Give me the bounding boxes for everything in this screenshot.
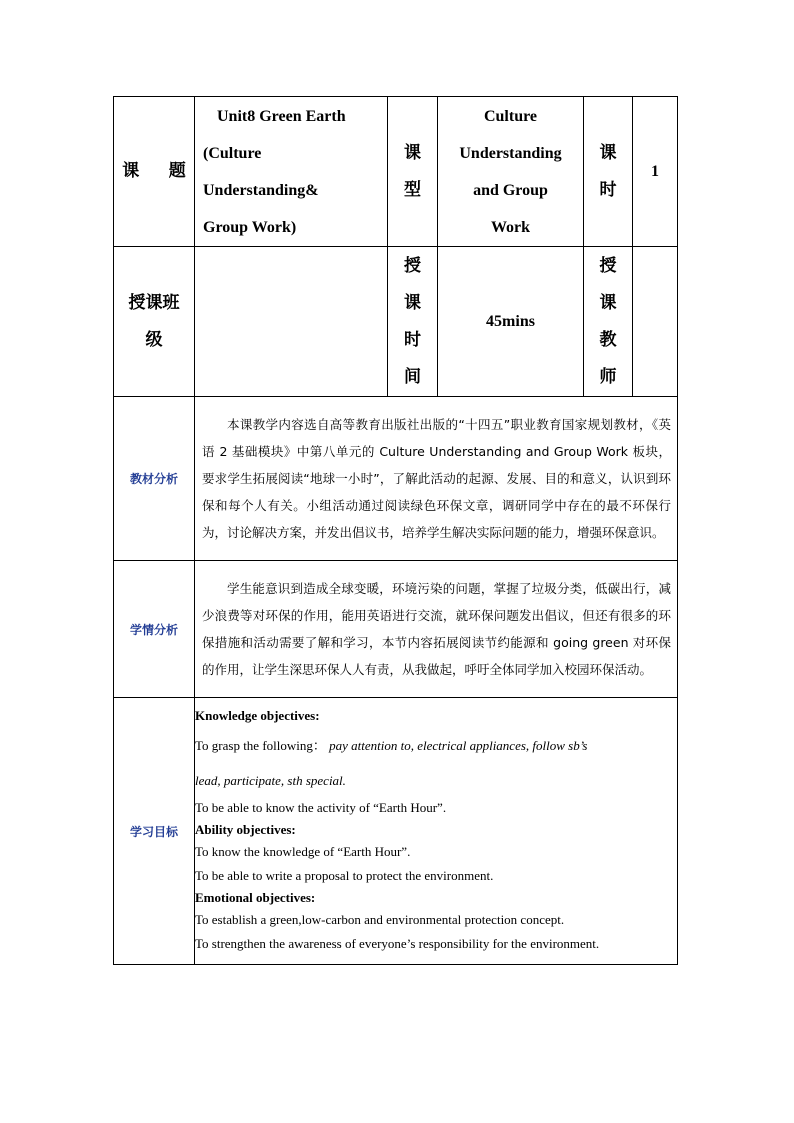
time-label-cell	[388, 247, 438, 397]
emotional-heading: Emotional objectives:	[195, 890, 316, 905]
type-value-cell	[438, 97, 584, 247]
teacher-label-char-3: 教	[599, 329, 617, 350]
topic-label-cell	[114, 97, 195, 247]
type-line-4: Work	[490, 218, 531, 236]
textbook-analysis-label: 教材分析	[114, 397, 195, 561]
type-line-1: Culture	[483, 107, 538, 125]
header-row	[114, 97, 678, 247]
time-label-char-3: 时	[404, 329, 421, 350]
ability-heading: Ability objectives:	[195, 822, 296, 837]
lesson-plan-table	[113, 96, 678, 965]
hours-value: 1	[651, 163, 659, 180]
topic-line-3: Understanding&	[203, 181, 319, 199]
teacher-label-char-2: 课	[599, 292, 617, 313]
objectives-label: 学习目标	[114, 698, 195, 965]
topic-value-cell	[195, 97, 388, 247]
learner-analysis-cell	[195, 561, 678, 698]
type-label-char-2: 型	[404, 179, 421, 200]
class-row	[114, 247, 678, 397]
topic-label-char-1: 课	[122, 161, 140, 181]
type-line-3: and Group	[473, 181, 548, 199]
time-label-char-1: 授	[404, 255, 421, 276]
learner-analysis-text: 学生能意识到造成全球变暖，环境污染的问题，掌握了垃圾分类，低碳出行，减少浪费等对环保的作用，能用英语进行交流，就环保问题发出倡议，但还有很多的环保措施和活动需要了解和学习，本节内容拓展阅读节约能源和 going green 对环保的作用，让学生深思环保人人有责，从我做起，呼吁全体同学加入校园环保活动。	[202, 581, 671, 677]
teacher-label-cell	[584, 247, 633, 397]
objectives-row	[114, 698, 678, 965]
time-label-char-2: 课	[404, 292, 421, 313]
topic-label-char-2: 题	[168, 161, 186, 181]
type-line-2: Understanding	[459, 144, 562, 162]
textbook-analysis-cell	[195, 397, 678, 561]
class-value-cell	[195, 247, 388, 397]
knowledge-heading: Knowledge objectives:	[195, 708, 320, 723]
ability-line-2: To be able to write a proposal to protect the environment.	[195, 868, 494, 883]
time-value: 45mins	[486, 313, 535, 330]
hours-label-cell	[584, 97, 633, 247]
hours-label-char-2: 时	[599, 179, 617, 200]
grasp-line	[195, 732, 677, 760]
objectives-cell	[195, 698, 678, 965]
hours-value-cell	[633, 97, 678, 247]
topic-line-1: Unit8 Green Earth	[217, 107, 346, 125]
time-value-cell	[438, 247, 584, 397]
grasp-items-2: lead, participate, sth special.	[195, 773, 346, 788]
time-label-char-4: 间	[404, 366, 421, 387]
class-label-line-2: 级	[145, 329, 163, 350]
textbook-analysis-text: 本课教学内容选自高等教育出版社出版的“十四五”职业教育国家规划教材，《英语 2 基础模块》中第八单元的 Culture Understanding and Group Work 板块，要求学生拓展阅读“地球一小时”，了解此活动的起源、发展、目的和意义，认识到环保和每个人有关。小组活动通过阅读绿色环保文章，调研同学中存在的最不环保行为，讨论解决方案，并发出倡议书，培养学生解决实际问题的能力，增强环保意识。	[202, 417, 671, 540]
learner-analysis-label: 学情分析	[114, 561, 195, 698]
grasp-prefix: To grasp the following：	[195, 738, 326, 753]
ability-line-1: To know the knowledge of “Earth Hour”.	[195, 844, 411, 859]
type-label-cell	[388, 97, 438, 247]
class-label-line-1: 授课班	[128, 292, 180, 313]
grasp-items-1: pay attention to, electrical appliances, follow sb’s	[329, 738, 588, 753]
knowledge-line-2: To be able to know the activity of “Earth Hour”.	[195, 800, 447, 815]
emotional-line-2: To strengthen the awareness of everyone’s responsibility for the environment.	[195, 936, 600, 951]
grasp-line-2	[195, 766, 677, 796]
class-label-cell	[114, 247, 195, 397]
topic-line-4: Group Work)	[203, 218, 297, 236]
emotional-line-1: To establish a green,low-carbon and environmental protection concept.	[195, 912, 565, 927]
topic-line-2: (Culture	[203, 144, 262, 162]
hours-label-char-1: 课	[599, 142, 617, 163]
type-label-char-1: 课	[404, 142, 421, 163]
textbook-analysis-row	[114, 397, 678, 561]
teacher-value-cell	[633, 247, 678, 397]
teacher-label-char-1: 授	[599, 255, 617, 276]
learner-analysis-row	[114, 561, 678, 698]
teacher-label-char-4: 师	[599, 366, 617, 387]
